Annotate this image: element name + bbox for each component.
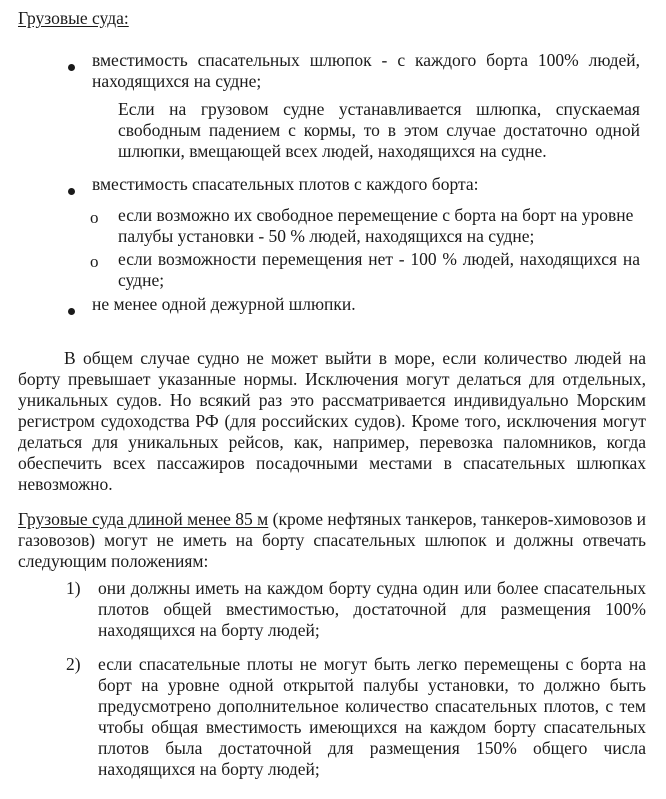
heading-cargo-under-85: Грузовые суда длиной менее 85 м [18,509,269,529]
heading-cargo-ships: Грузовые суда: [18,8,129,28]
sub-item-1: если возможно их свободное перемещение с борта на борт на уровне палубы установки - 50 % людей, находящихся на судне; [118,205,634,246]
heading-cargo-under-85-rest: (кроме нефтяных танкеров, танкеров-химовозов и газовозов) могут не иметь на борту спасательных шлюпок и должны отвечать следующим положениям: [18,509,646,571]
bullet-item-1: вместимость спасательных шлюпок - с каждого борта 100% людей, находящихся на судне; [92,50,640,91]
cargo-under-85-block [18,509,646,572]
bullet-note: Если на грузовом судне устанавливается шлюпка, спускаемая свободным падением с кормы, то в этом случае достаточно одной шлюпки, вмещающей всех людей, находящихся на судне. [118,99,640,161]
sub-item-2: если возможности перемещения нет - 100 % людей, находящихся на судне; [118,249,640,290]
bullet-item-2: вместимость спасательных плотов с каждого борта: [92,174,479,194]
numbered-item-1: они должны иметь на каждом борту судна один или более спасательных плотов общей вместимостью, достаточной для размещения 100% находящихся на борту людей; [98,578,646,640]
bullet-dot [68,308,75,315]
bullet-dot [68,64,75,71]
numbered-item-2: если спасательные плоты не могут быть легко перемещены с борта на борт на уровне одной открытой палубы установки, то должно быть предусмотрено дополнительное количество спасательных плотов, с тем чтобы общая вместимость имеющихся на каждом борту спасательных плотов была достаточной для размещения 150% общего числа находящихся на борту людей; [98,654,646,779]
numbered-marker: 1) [66,578,81,598]
sub-bullet-circle: o [90,252,99,271]
numbered-marker: 2) [66,654,81,674]
bullet-item-3: не менее одной дежурной шлюпки. [92,294,356,314]
paragraph-general: В общем случае судно не может выйти в море, если количество людей на борту превышает указанные нормы. Исключения могут делаться для отдельных, уникальных судов. Но всякий раз это рассматривается индивидуально Морским регистром судоходства РФ (для российских судов). Кроме того, исключения могут делаться для уникальных рейсов, как, например, перевозка паломников, когда обеспечить всех пассажиров посадочными местами в спасательных шлюпках невозможно. [18,348,646,494]
sub-bullet-circle: o [90,208,99,227]
bullet-dot [68,188,75,195]
